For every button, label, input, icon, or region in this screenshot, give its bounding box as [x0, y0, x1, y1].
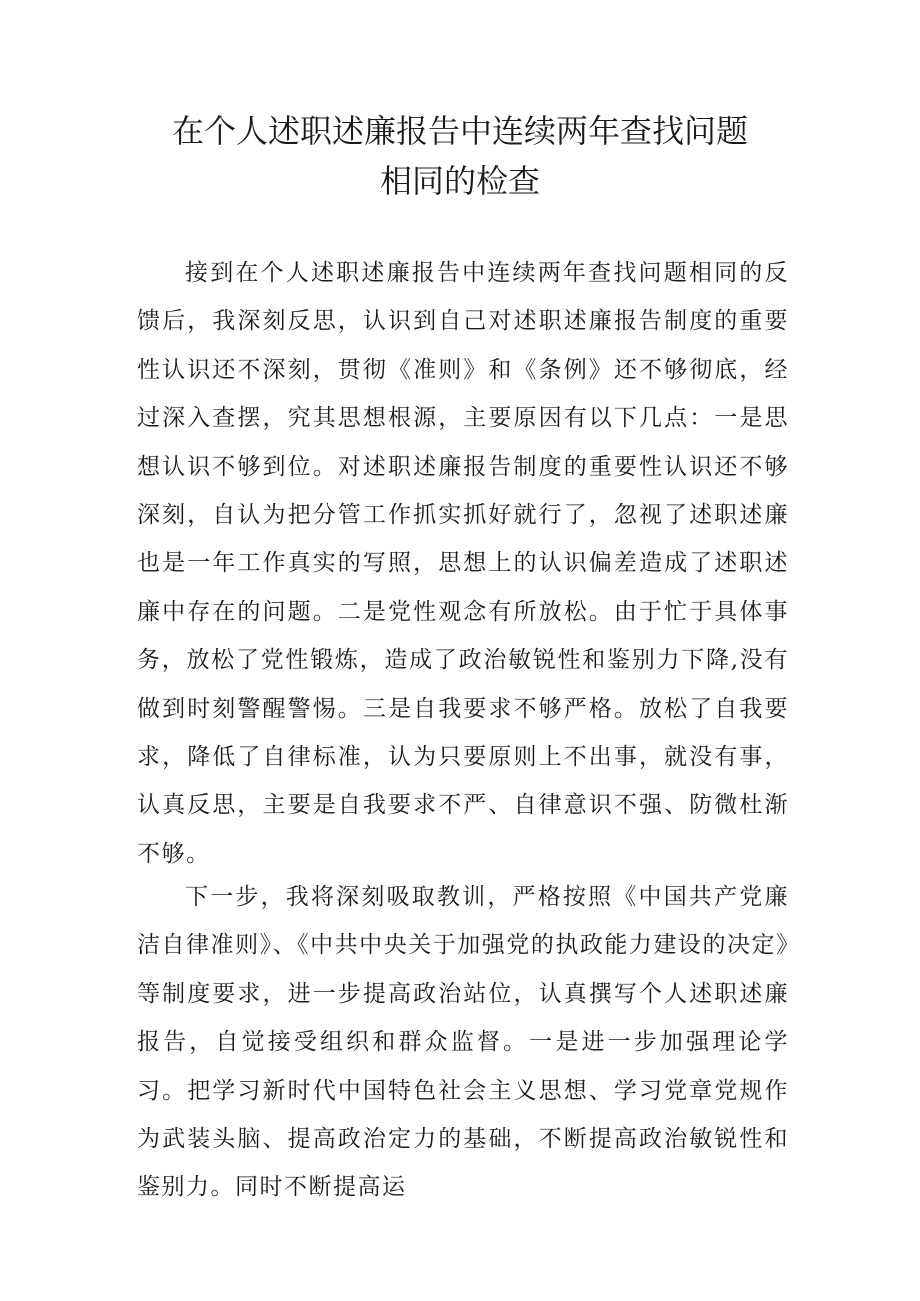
document-title-line-1: 在个人述职述廉报告中连续两年查找问题 — [171, 112, 748, 150]
document-title-line-2: 相同的检查 — [379, 162, 540, 200]
paragraph-reflection: 接到在个人述职述廉报告中连续两年查找问题相同的反馈后，我深刻反思，认识到自己对述职述廉报告制度的重要性认识还不深刻，贯彻《准则》和《条例》还不够彻底，经过深入查摆，究其思想根源，主要原因有以下几点：一是思想认识不够到位。对述职述廉报告制度的重要性认识还不够深刻，自认为把分管工作抓实抓好就行了，忽视了述职述廉也是一年工作真实的写照，思想上的认识偏差造成了述职述廉中存在的问题。二是党性观念有所放松。由于忙于具体事务，放松了党性锻炼，造成了政治敏锐性和鉴别力下降,没有做到时刻警醒警惕。三是自我要求不够严格。放松了自我要求，降低了自律标准，认为只要原则上不出事，就没有事，认真反思，主要是自我要求不严、自律意识不强、防微杜渐不够。 — [137, 260, 789, 867]
paragraph-next-steps: 下一步，我将深刻吸取教训，严格按照《中国共产党廉洁自律准则》、《中共中央关于加强党的执政能力建设的决定》等制度要求，进一步提高政治站位，认真撰写个人述职述廉报告，自觉接受组织和群众监督。一是进一步加强理论学习。把学习新时代中国特色社会主义思想、学习党章党规作为武装头脑、提高政治定力的基础，不断提高政治敏锐性和鉴别力。同时不断提高运 — [137, 884, 789, 1201]
